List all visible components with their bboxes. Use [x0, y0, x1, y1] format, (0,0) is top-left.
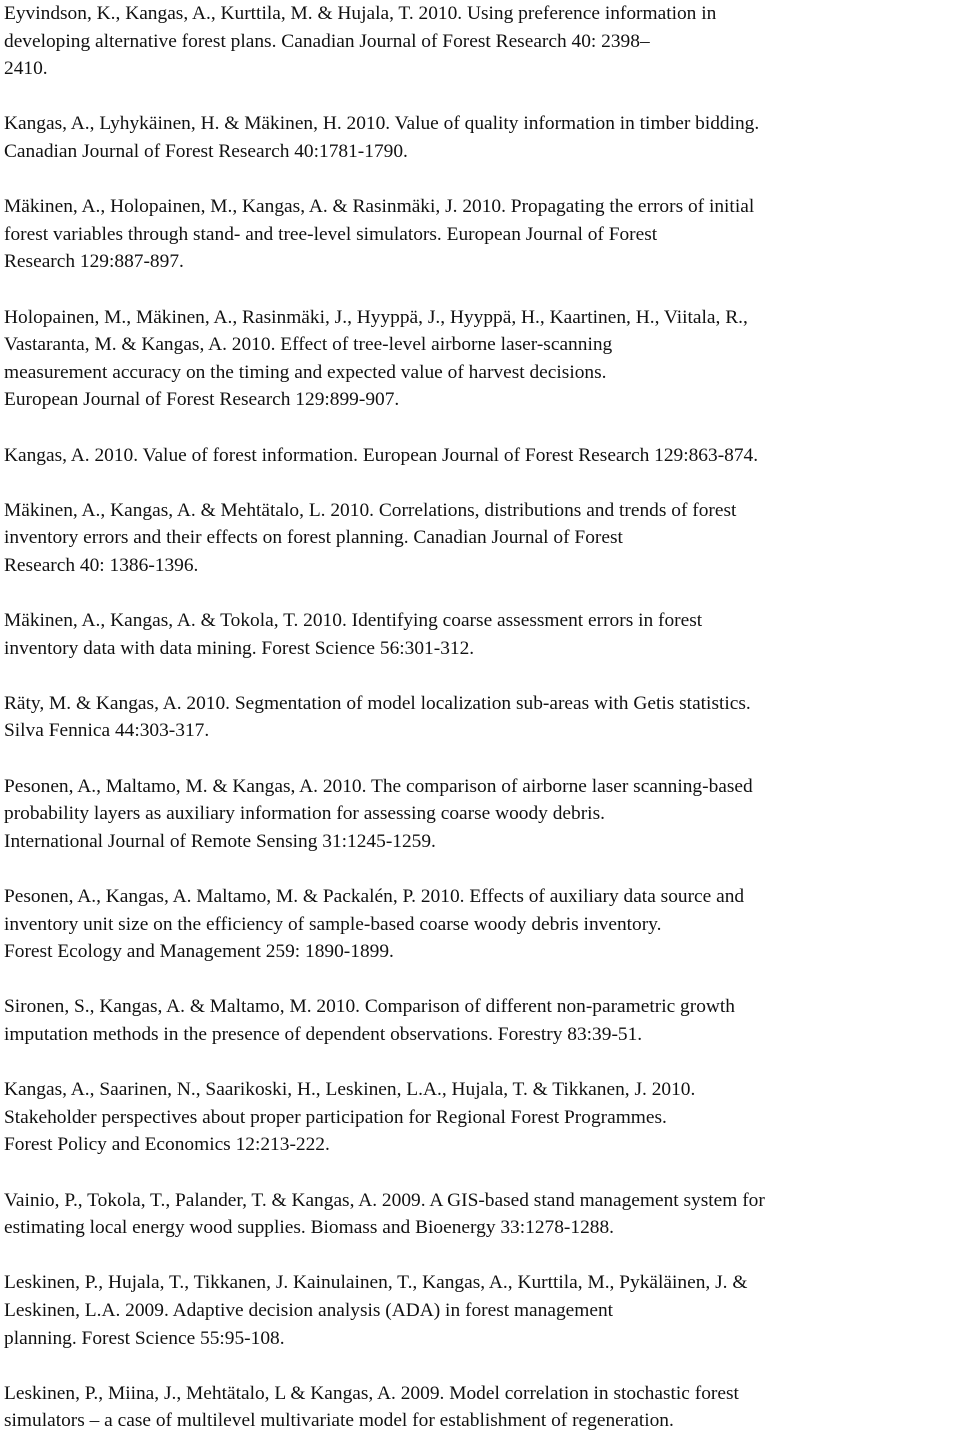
- reference-entry: [4, 110, 960, 165]
- reference-line: Stakeholder perspectives about proper participation for Regional Forest Programmes.: [4, 1106, 667, 1128]
- reference-entry: [4, 883, 960, 966]
- reference-line: probability layers as auxiliary information for assessing coarse woody debris.: [4, 803, 605, 825]
- reference-line: Leskinen, L.A. 2009. Adaptive decision analysis (ADA) in forest management: [4, 1299, 614, 1321]
- reference-line: Canadian Journal of Forest Research 40:1781-1790.: [4, 140, 408, 162]
- reference-entry: [4, 0, 960, 83]
- reference-line: Pesonen, A., Maltamo, M. & Kangas, A. 2010. The comparison of airborne laser scanning-based: [4, 775, 753, 797]
- reference-line: Kangas, A. 2010. Value of forest information. European Journal of Forest Research 129:863-874.: [4, 444, 759, 466]
- reference-line: inventory data with data mining. Forest Science 56:301-312.: [4, 637, 475, 659]
- reference-line: Kangas, A., Saarinen, N., Saarikoski, H., Leskinen, L.A., Hujala, T. & Tikkanen, J. 2010.: [4, 1079, 696, 1101]
- reference-line: Räty, M. & Kangas, A. 2010. Segmentation of model localization sub-areas with Getis statistics.: [4, 692, 751, 714]
- reference-line: Research 40: 1386-1396.: [4, 554, 199, 576]
- reference-line: Mäkinen, A., Holopainen, M., Kangas, A. & Rasinmäki, J. 2010. Propagating the errors of initial: [4, 196, 755, 218]
- reference-entry: [4, 193, 960, 276]
- reference-entry: [4, 993, 960, 1048]
- reference-line: 2410.: [4, 58, 48, 80]
- reference-line: developing alternative forest plans. Canadian Journal of Forest Research 40: 2398–: [4, 30, 650, 52]
- reference-entry: [4, 497, 960, 580]
- reference-line: forest variables through stand- and tree-level simulators. European Journal of Forest: [4, 223, 658, 245]
- reference-line: Research 129:887-897.: [4, 251, 184, 273]
- reference-entry: [4, 304, 960, 414]
- reference-line: Kangas, A., Lyhykäinen, H. & Mäkinen, H. 2010. Value of quality information in timber bidding.: [4, 113, 760, 135]
- reference-entry: [4, 1269, 960, 1352]
- reference-line: simulators – a case of multilevel multivariate model for establishment of regeneration.: [4, 1410, 674, 1432]
- reference-line: Sironen, S., Kangas, A. & Maltamo, M. 2010. Comparison of different non-parametric growth: [4, 996, 735, 1018]
- reference-line: European Journal of Forest Research 129:899-907.: [4, 389, 400, 411]
- reference-entry: [4, 690, 960, 745]
- reference-line: planning. Forest Science 55:95-108.: [4, 1327, 285, 1349]
- reference-entry: [4, 1380, 960, 1435]
- reference-entry: [4, 773, 960, 856]
- reference-line: inventory unit size on the efficiency of sample-based coarse woody debris inventory.: [4, 913, 662, 935]
- reference-line: measurement accuracy on the timing and expected value of harvest decisions.: [4, 361, 607, 383]
- reference-line: Silva Fennica 44:303-317.: [4, 720, 210, 742]
- reference-line: Leskinen, P., Hujala, T., Tikkanen, J. Kainulainen, T., Kangas, A., Kurttila, M., Pykäläinen, J. &: [4, 1272, 748, 1294]
- reference-line: Pesonen, A., Kangas, A. Maltamo, M. & Packalén, P. 2010. Effects of auxiliary data source and: [4, 886, 745, 907]
- reference-entry: [4, 1076, 960, 1159]
- reference-line: Mäkinen, A., Kangas, A. & Mehtätalo, L. 2010. Correlations, distributions and trends of forest: [4, 499, 737, 521]
- reference-line: Eyvindson, K., Kangas, A., Kurttila, M. & Hujala, T. 2010. Using preference information in: [4, 3, 717, 24]
- reference-line: imputation methods in the presence of dependent observations. Forestry 83:39-51.: [4, 1023, 643, 1045]
- reference-line: Vainio, P., Tokola, T., Palander, T. & Kangas, A. 2009. A GIS-based stand management system for: [4, 1189, 765, 1211]
- reference-line: Holopainen, M., Mäkinen, A., Rasinmäki, J., Hyyppä, J., Hyyppä, H., Kaartinen, H., Viitala, R.,: [4, 306, 748, 328]
- reference-line: International Journal of Remote Sensing 31:1245-1259.: [4, 830, 436, 852]
- reference-entry: [4, 607, 960, 662]
- reference-line: estimating local energy wood supplies. Biomass and Bioenergy 33:1278-1288.: [4, 1217, 615, 1239]
- reference-line: Vastaranta, M. & Kangas, A. 2010. Effect of tree-level airborne laser-scanning: [4, 334, 613, 356]
- reference-line: Forest Policy and Economics 12:213-222.: [4, 1134, 330, 1156]
- reference-line: inventory errors and their effects on forest planning. Canadian Journal of Forest: [4, 527, 623, 549]
- reference-list: [4, 0, 960, 1435]
- reference-line: Leskinen, P., Miina, J., Mehtätalo, L & Kangas, A. 2009. Model correlation in stochastic forest: [4, 1382, 739, 1404]
- reference-entry: [4, 442, 960, 470]
- reference-line: Forest Ecology and Management 259: 1890-1899.: [4, 941, 394, 963]
- reference-line: Mäkinen, A., Kangas, A. & Tokola, T. 2010. Identifying coarse assessment errors in forest: [4, 610, 703, 632]
- reference-entry: [4, 1187, 960, 1242]
